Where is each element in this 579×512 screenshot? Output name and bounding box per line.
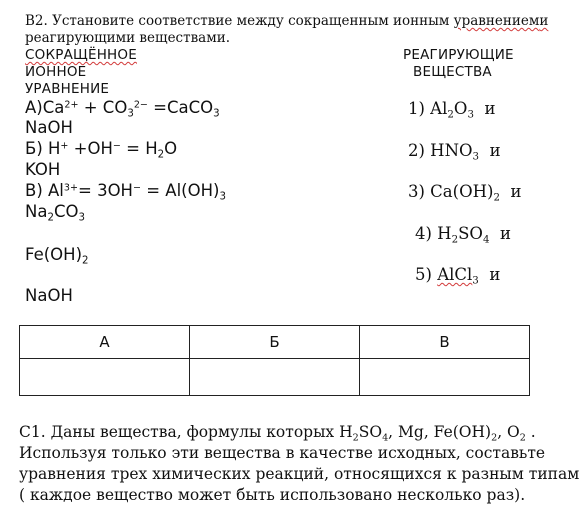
answer-cell-b[interactable]	[190, 359, 360, 396]
answer-header-a: А	[20, 326, 190, 359]
question-c1-line3: уравнения трех химических реакций, относящихся к разным типам	[19, 465, 579, 483]
equation-c: В) $Al^{3+}= 3OH^- = Al(OH)_3$	[25, 181, 226, 203]
reagent-2: 2) $HNO_3$ и	[408, 141, 501, 163]
question-c1-line1: С1. Даны вещества, формулы которых $H_2SO_4$, Mg, $Fe(OH)_2$, $O_2$ .	[19, 423, 536, 444]
equation-b-line2: KOH	[25, 160, 61, 179]
reagent-5: 5) AlCl$_3$ и	[415, 265, 501, 287]
right-column-header-2: ВЕЩЕСТВА	[413, 64, 492, 80]
left-column-header-1: СОКРАЩЁННОЕ	[25, 47, 137, 63]
answer-cell-a[interactable]	[20, 359, 190, 396]
reagent-3: 3) $Ca(OH)_2$ и	[408, 182, 522, 204]
answer-header-b: Б	[190, 326, 360, 359]
answer-table	[19, 325, 530, 396]
question-b2-title-line1: В2. Установите соответствие между сокращенным ионным уравнением	[25, 13, 540, 29]
extra-substance-1: $Fe(OH)_2$	[25, 245, 89, 267]
question-b2-title	[25, 13, 548, 30]
left-column-header-2: ИОННОЕ	[25, 64, 87, 80]
right-column-header-1: РЕАГИРУЮЩИЕ	[403, 47, 514, 63]
reagent-1: 1) $Al_2O_3$ и	[408, 99, 496, 121]
answer-header-c: В	[360, 326, 530, 359]
equation-a-line2: NaOH	[25, 118, 73, 137]
equation-a: $А)Ca^{2+} + CO_3^{2-}$ =CaCO$_3$	[25, 98, 220, 120]
extra-substance-2: NaOH	[25, 286, 73, 305]
answer-table-input-row	[20, 359, 530, 396]
answer-cell-c[interactable]	[360, 359, 530, 396]
equation-b: Б) $H^+ +OH^- = H_2O$	[25, 139, 178, 161]
equation-b-label: Б)	[25, 139, 43, 158]
question-b2-title-conj: и	[539, 13, 549, 29]
question-b2-title-line2: реагирующими веществами.	[25, 30, 231, 46]
left-column-header-3: УРАВНЕНИЕ	[25, 81, 110, 97]
equation-a-label: А)	[25, 98, 43, 117]
question-b2-title-underlined-word: уравнением	[453, 13, 540, 29]
question-c1-line2: Используя только эти вещества в качестве исходных, составьте	[19, 444, 546, 462]
answer-table-header-row	[20, 326, 530, 359]
equation-c-label: В)	[25, 181, 43, 200]
equation-c-line2: $Na_2CO_3$	[25, 202, 86, 224]
question-c1-line4: ( каждое вещество может быть использовано несколько раз).	[19, 486, 526, 504]
reagent-4: 4) $H_2SO_4$ и	[415, 224, 511, 246]
